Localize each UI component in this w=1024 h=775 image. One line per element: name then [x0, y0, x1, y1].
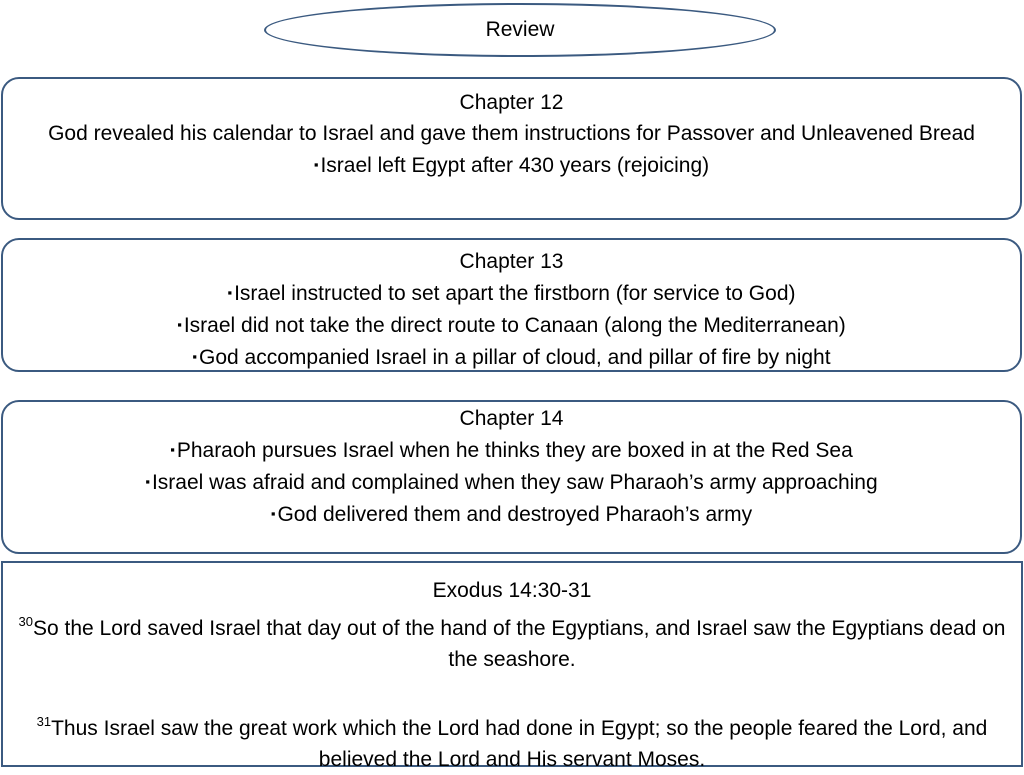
chapter-13-bullet-2: [27, 309, 996, 341]
chapter-14-box: [1, 400, 1022, 554]
verse-number: 30: [18, 614, 33, 629]
bullet-icon: ▪: [270, 506, 276, 521]
bullet-text: God accompanied Israel in a pillar of cloud, and pillar of fire by night: [199, 346, 831, 369]
bullet-icon: ▪: [192, 349, 198, 364]
verse-text: So the Lord saved Israel that day out of the hand of the Egyptians, and Israel saw the Egyptians dead on the seashore.: [32, 617, 1006, 671]
chapter-13-bullet-1: [27, 277, 996, 309]
bullet-text: Israel did not take the direct route to Canaan (along the Mediterranean): [183, 314, 846, 337]
bullet-text: Pharaoh pursues Israel when he thinks they are boxed in at the Red Sea: [176, 439, 853, 462]
bullet-icon: ▪: [145, 474, 150, 489]
verse-spacer: [9, 675, 1015, 706]
bullet-icon: ▪: [313, 157, 319, 172]
verse-31: [9, 706, 1015, 775]
chapter-14-bullet-3: [27, 498, 996, 530]
chapter-12-heading: Chapter 12: [459, 91, 564, 114]
chapter-14-bullet-1: [27, 434, 996, 466]
bullet-text: Israel instructed to set apart the firstborn (for service to God): [234, 282, 796, 305]
chapter-13-bullet-3: [27, 341, 996, 373]
chapter-13-heading: Chapter 13: [459, 250, 564, 273]
bullet-icon: ▪: [227, 285, 233, 300]
scripture-box: [1, 561, 1023, 771]
bullet-icon: ▪: [177, 317, 182, 332]
bullet-text: Israel left Egypt after 430 years (rejoicing): [320, 154, 710, 177]
chapter-12-bullet-1: [27, 149, 996, 181]
verse-30: [9, 606, 1015, 675]
bullet-text: Israel was afraid and complained when they saw Pharaoh’s army approaching: [151, 471, 878, 494]
page-title: Review: [485, 18, 555, 41]
chapter-12-summary: God revealed his calendar to Israel and gave them instructions for Passover and Unleavened Bread: [48, 122, 975, 145]
chapter-13-box: [1, 238, 1022, 372]
review-title-oval: [264, 3, 776, 57]
verse-text: Thus Israel saw the great work which the Lord had done in Egypt; so the people feared the Lord, and believed the Lord and His servant Moses.: [51, 717, 988, 771]
chapter-14-bullet-2: [27, 466, 996, 498]
bullet-icon: ▪: [170, 442, 175, 457]
chapter-14-heading: Chapter 14: [459, 407, 564, 430]
scripture-reference: Exodus 14:30-31: [432, 579, 592, 602]
bullet-text: God delivered them and destroyed Pharaoh’s army: [277, 503, 753, 526]
verse-number: 31: [36, 714, 52, 729]
chapter-12-box: [1, 77, 1022, 220]
